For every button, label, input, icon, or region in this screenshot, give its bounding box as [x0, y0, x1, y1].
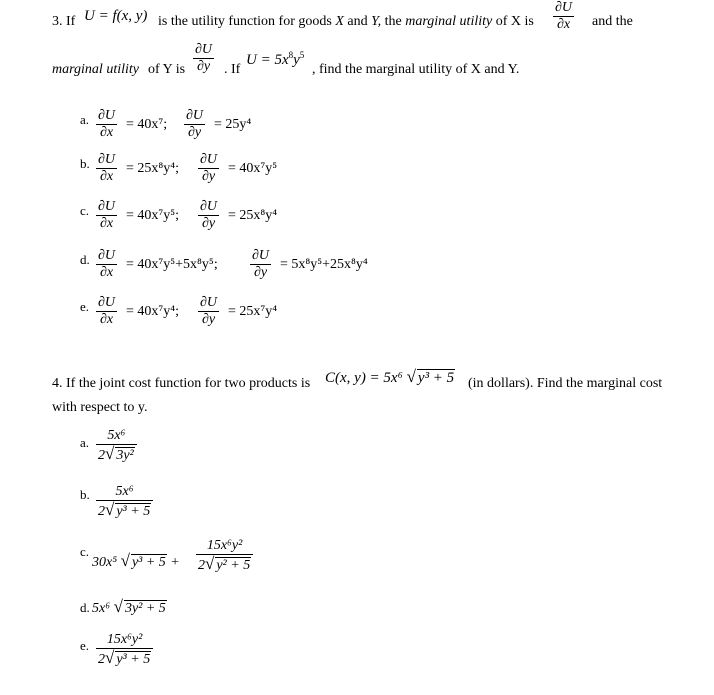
q4-option-d-expression[interactable]: 5x⁶ √ 3y² + 5 [92, 597, 166, 616]
q3-dU-dx-fraction: $\frac{\partial U}{\partial x}$ [555, 0, 573, 32]
q3-option-d-ux-value[interactable]: = 40x⁷y⁵+5x⁸y⁵; [126, 257, 218, 272]
q3-utility-definition: U = f(x, y) [84, 8, 148, 24]
q3-option-b-uy-value[interactable]: = 40x⁷y⁵ [228, 161, 278, 176]
q4-option-c-fraction[interactable]: $\frac{\text{15x⁶y²}}{\text{2√ y² + 5}}$ [196, 538, 253, 574]
q3-option-c-uy-value[interactable]: = 25x⁸y⁴ [228, 208, 278, 223]
q3-option-e-label[interactable]: e. [80, 299, 90, 314]
q3-option-d-label[interactable]: d. [80, 252, 90, 267]
q3-option-c-dU-dy[interactable]: $\frac{\partial U}{\partial y}$ [200, 199, 218, 231]
q3-option-e-uy-value[interactable]: = 25x⁷y⁴ [228, 304, 278, 319]
q3-option-c-label[interactable]: c. [80, 203, 90, 218]
q3-option-b-dU-dy[interactable]: $\frac{\partial U}{\partial y}$ [200, 152, 218, 184]
q3-option-a-label[interactable]: a. [80, 112, 90, 127]
q4-option-c-expression[interactable]: 30x⁵ √ y³ + 5 + [92, 551, 180, 570]
q3-option-d-dU-dy[interactable]: $\frac{\partial U}{\partial y}$ [252, 248, 270, 280]
q4-option-b-label[interactable]: b. [80, 487, 90, 502]
q3-and-the: and the [592, 14, 633, 29]
q3-option-a-uy-value[interactable]: = 25y⁴ [214, 117, 252, 132]
q4-line1: 4. If the joint cost function for two products is [52, 376, 311, 391]
q3-option-c-dU-dx[interactable]: $\frac{\partial U}{\partial x}$ [98, 199, 116, 231]
q4-option-b-fraction[interactable]: $\frac{\text{5x⁶}}{\text{2√ y³ + 5}}$ [96, 484, 153, 520]
q3-utility-equation: $U = 5x^8y^5$ [246, 50, 305, 68]
q4-option-a-fraction[interactable]: $\frac{\text{5x⁶}}{\text{2√ 3y²}}$ [96, 428, 137, 464]
q4-option-d-label[interactable]: d. [80, 600, 90, 615]
q3-option-e-ux-value[interactable]: = 40x⁷y⁴; [126, 304, 180, 319]
q4-option-e-fraction[interactable]: $\frac{\text{15x⁶y²}}{\text{2√ y³ + 5}}$ [96, 632, 153, 668]
q4-line1-end: (in dollars). Find the marginal cost [468, 376, 663, 391]
q3-option-a-ux-value[interactable]: = 40x⁷; [126, 117, 168, 132]
q4-option-a-label[interactable]: a. [80, 435, 90, 450]
q3-option-b-dU-dx[interactable]: $\frac{\partial U}{\partial x}$ [98, 152, 116, 184]
q3-option-e-dU-dx[interactable]: $\frac{\partial U}{\partial x}$ [98, 295, 116, 327]
q3-option-a-dU-dx[interactable]: $\frac{\partial U}{\partial x}$ [98, 108, 116, 140]
q3-dot-if: . If [224, 62, 241, 77]
q4-cost-function: C(x, y) = 5x⁶ √ y³ + 5 [325, 367, 455, 386]
q4-line2: with respect to y. [52, 400, 148, 415]
q3-dU-dy-fraction: $\frac{\partial U}{\partial y}$ [195, 42, 213, 74]
q3-find-text: , find the marginal utility of X and Y. [312, 62, 520, 77]
q3-text1: is the utility function for goods X and Y, the marginal utility of X is [158, 14, 534, 29]
q3-option-d-dU-dx[interactable]: $\frac{\partial U}{\partial x}$ [98, 248, 116, 280]
q3-option-e-dU-dy[interactable]: $\frac{\partial U}{\partial y}$ [200, 295, 218, 327]
q3-option-b-label[interactable]: b. [80, 156, 90, 171]
q4-option-c-label[interactable]: c. [80, 544, 90, 559]
q3-option-a-dU-dy[interactable]: $\frac{\partial U}{\partial y}$ [186, 108, 204, 140]
q3-option-c-ux-value[interactable]: = 40x⁷y⁵; [126, 208, 180, 223]
q3-of-y-is: of Y is [148, 62, 186, 77]
q3-number: 3. If [52, 14, 76, 29]
q3-mu-label-2: marginal utility [52, 62, 139, 77]
q3-option-b-ux-value[interactable]: = 25x⁸y⁴; [126, 161, 180, 176]
q4-option-e-label[interactable]: e. [80, 638, 90, 653]
q3-option-d-uy-value[interactable]: = 5x⁸y⁵+25x⁸y⁴ [280, 257, 368, 272]
